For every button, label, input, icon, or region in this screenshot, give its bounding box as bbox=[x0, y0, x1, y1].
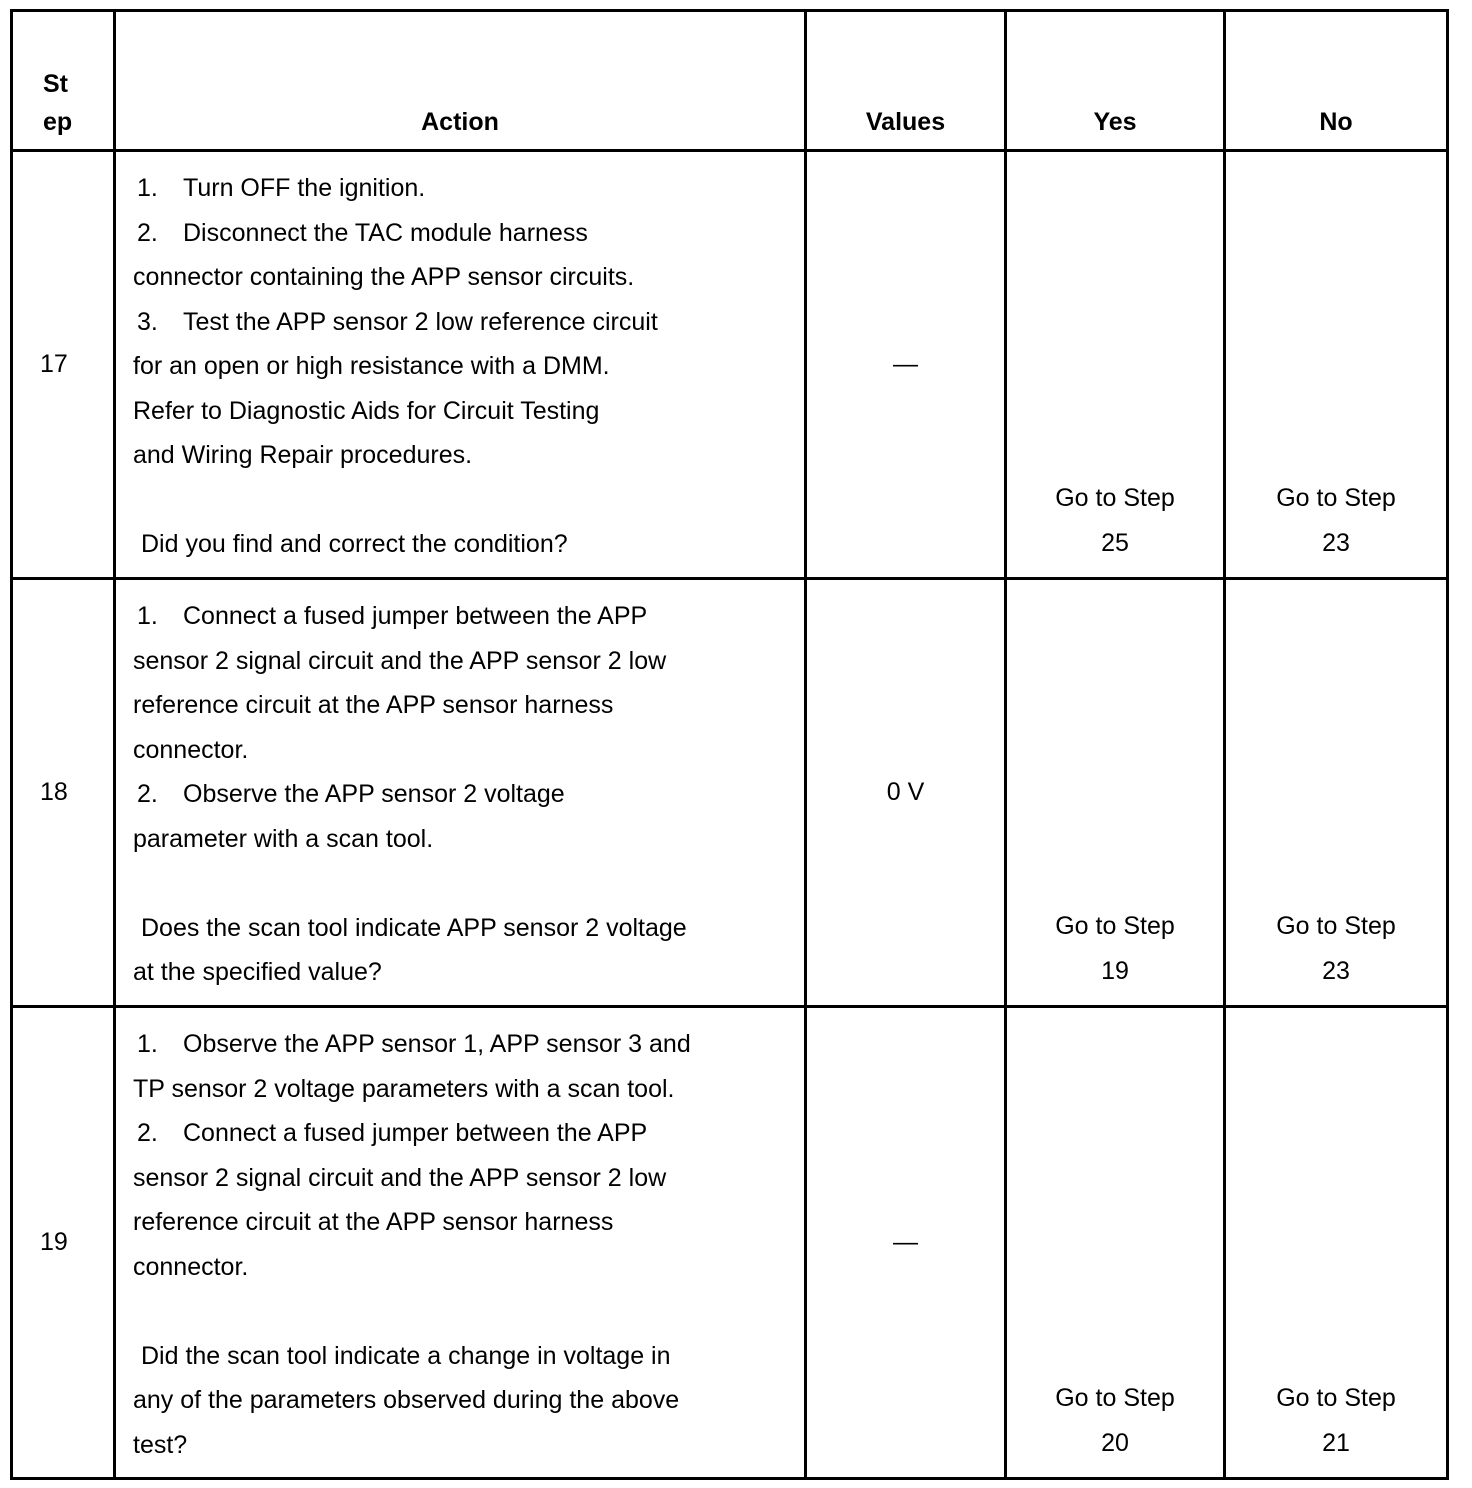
header-yes: Yes bbox=[1006, 11, 1225, 151]
yes-cell: Go to Step 20 bbox=[1006, 1007, 1225, 1479]
header-row bbox=[12, 11, 1448, 151]
value-cell: — bbox=[806, 151, 1006, 579]
question-text: Does the scan tool indicate APP sensor 2 voltage bbox=[141, 913, 687, 942]
no-cell: Go to Step 23 bbox=[1225, 151, 1448, 579]
table-row-step-17 bbox=[12, 151, 1448, 579]
step-number: 17 bbox=[12, 151, 115, 579]
step-number: 19 bbox=[12, 1007, 115, 1479]
header-action: Action bbox=[115, 11, 806, 151]
action-cell: 1. Connect a fused jumper between the APP sensor 2 signal circuit and the APP sensor 2 low reference circuit at the APP sensor harness connector. 2. Observe the APP sensor 2 voltage parameter with a scan tool. Does the scan tool indicate APP sensor 2 voltage at the specified value? bbox=[115, 579, 806, 1007]
value-cell: 0 V bbox=[806, 579, 1006, 1007]
action-cell: 1. Observe the APP sensor 1, APP sensor 3 and TP sensor 2 voltage parameters with a scan tool. 2. Connect a fused jumper between the APP sensor 2 signal circuit and the APP sensor 2 low reference circuit at the APP sensor harness connector. Did the scan tool indicate a change in voltage in any of the parameters observed during the above test? bbox=[115, 1007, 806, 1479]
table-row-step-18 bbox=[12, 579, 1448, 1007]
no-cell: Go to Step 23 bbox=[1225, 579, 1448, 1007]
value-cell: — bbox=[806, 1007, 1006, 1479]
header-step: St ep bbox=[12, 11, 115, 151]
step-number: 18 bbox=[12, 579, 115, 1007]
header-values: Values bbox=[806, 11, 1006, 151]
question-text: Did the scan tool indicate a change in voltage in bbox=[141, 1341, 671, 1370]
diagnostic-table bbox=[10, 9, 1449, 1480]
yes-cell: Go to Step 25 bbox=[1006, 151, 1225, 579]
yes-cell: Go to Step 19 bbox=[1006, 579, 1225, 1007]
no-cell: Go to Step 21 bbox=[1225, 1007, 1448, 1479]
question-text: Did you find and correct the condition? bbox=[141, 530, 568, 558]
action-cell: 1. Turn OFF the ignition. 2. Disconnect the TAC module harness connector containing the APP sensor circuits. 3. Test the APP sensor 2 low reference circuit for an open or high resistance with a DMM. Refer to Diagnostic Aids for Circuit Testing and Wiring Repair procedures. Did you find and correct the condition? bbox=[115, 151, 806, 579]
header-no: No bbox=[1225, 11, 1448, 151]
table-row-step-19 bbox=[12, 1007, 1448, 1479]
